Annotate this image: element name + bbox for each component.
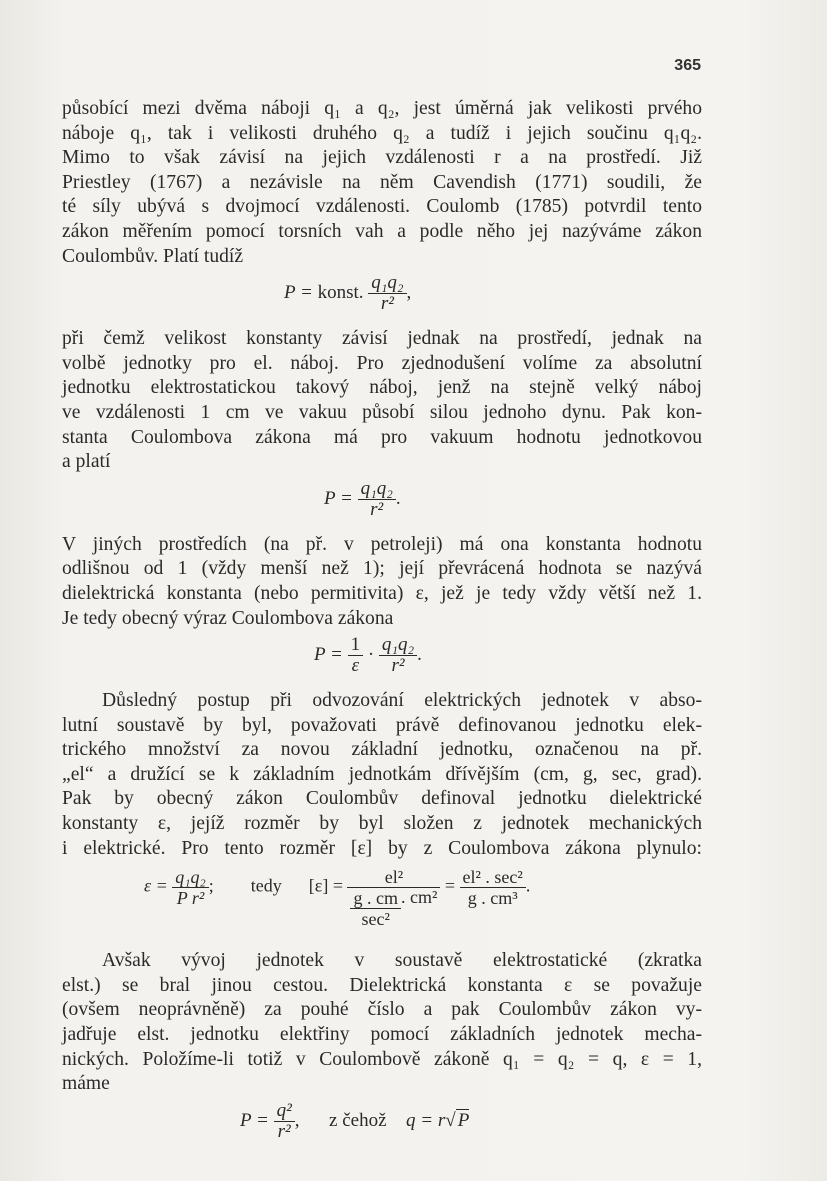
text-line: stanta Coulombova zákona má pro vakuum hodnotu jednotkovou bbox=[62, 426, 702, 448]
eq4-denominator-3: g . cm³ bbox=[467, 888, 518, 909]
eq5-z-cehoz: z čehož bbox=[329, 1109, 387, 1131]
eq4-inner-denominator: sec² bbox=[361, 909, 390, 930]
equation-2 bbox=[62, 479, 702, 529]
paragraph-1 bbox=[62, 97, 702, 269]
text-line: a platí bbox=[62, 451, 111, 473]
equation-3 bbox=[62, 635, 702, 685]
eq5-lhs: P = bbox=[240, 1109, 269, 1131]
text-line: ve vzdálenosti 1 cm ve vakuu působí silou jednoho dynu. Pak kon- bbox=[62, 401, 702, 423]
text-line: působící mezi dvěma náboji q₁ a q₂, jest úměrná jak velikosti prvého bbox=[62, 98, 702, 119]
eq3-numerator-2: q₁q₂ bbox=[379, 635, 417, 656]
equation-5 bbox=[62, 1101, 702, 1151]
text-line: odlišnou od 1 (vždy menší než 1); její převrácená hodnota se nazývá bbox=[62, 558, 702, 580]
eq3-numerator-1: 1 bbox=[348, 635, 364, 656]
eq5-numerator: q² bbox=[274, 1101, 295, 1122]
eq4-lhs: ε = bbox=[144, 875, 168, 896]
eq4-numerator-2: el² bbox=[347, 867, 440, 888]
text-line: té síly ubývá s dvojmocí vzdálenosti. Coulomb (1785) potvrdil tento bbox=[62, 196, 702, 218]
text-line: máme bbox=[62, 1073, 110, 1095]
eq4-bracket: [ε] = bbox=[308, 875, 343, 896]
text-line: náboje q₁, tak i velikosti druhého q₂ a tudíž i jejich součinu q₁q₂. bbox=[62, 122, 702, 144]
text-line: Priestley (1767) a nezávisle na něm Cavendish (1771) soudili, že bbox=[62, 171, 702, 193]
eq5-tail: , bbox=[294, 1109, 300, 1131]
text-line: dielektrická konstanta (nebo permitivita) ε, jež je tedy vždy větší než 1. bbox=[62, 582, 702, 604]
text-line: jednotku elektrostatickou takový náboj, jenž na stejně velký náboj bbox=[62, 377, 702, 399]
page-text bbox=[62, 97, 702, 1155]
eq1-numerator: q₁q₂ bbox=[368, 273, 406, 294]
paragraph-3 bbox=[62, 533, 702, 631]
equation-1 bbox=[62, 273, 702, 323]
eq2-tail: . bbox=[395, 487, 401, 509]
text-line: při čemž velikost konstanty závisí jednak na prostředí, jednak na bbox=[62, 328, 702, 350]
eq3-tail: . bbox=[417, 643, 422, 665]
eq1-denominator: r² bbox=[380, 293, 394, 315]
paragraph-2 bbox=[62, 327, 702, 475]
text-line: elst.) se bral jinou cestou. Dielektrická konstanta ε se považuje bbox=[62, 974, 702, 996]
paragraph-4 bbox=[62, 689, 702, 861]
eq4-denominator: P r² bbox=[176, 888, 205, 909]
eq5-sqrt-content: P bbox=[457, 1109, 470, 1131]
text-line: V jiných prostředích (na př. v petroleji) má ona konstanta hodnotu bbox=[62, 533, 702, 555]
text-line: zákon měřením pomocí torsních vah a podle něho jej nazýváme zákon bbox=[62, 220, 702, 242]
equation-4 bbox=[62, 865, 702, 945]
eq4-numerator-3: el² . sec² bbox=[460, 867, 526, 888]
eq4-numerator: q₁q₂ bbox=[172, 867, 209, 888]
text-line: (ovšem neoprávněně) za pouhé číslo a pak Coulombův zákon vy- bbox=[62, 999, 702, 1021]
eq3-denominator-1: ε bbox=[351, 655, 360, 677]
sqrt-icon: √ bbox=[445, 1109, 456, 1131]
page-number: 365 bbox=[674, 57, 701, 74]
eq4-inner-tail: . cm² bbox=[400, 887, 438, 908]
text-line: Pak by obecný zákon Coulombův definoval jednotku dielektrické bbox=[62, 788, 702, 810]
eq1-tail: , bbox=[406, 282, 412, 304]
eq4-tail: . bbox=[525, 875, 531, 896]
eq1-konst: konst. bbox=[317, 282, 364, 304]
eq2-numerator: q₁q₂ bbox=[358, 479, 396, 500]
eq4-inner-numerator: g . cm bbox=[350, 888, 401, 909]
eq1-lhs: P = bbox=[284, 282, 313, 304]
eq4-sep: ; bbox=[208, 875, 214, 896]
eq4-equals: = bbox=[444, 875, 456, 896]
eq5-rhs: q = r bbox=[406, 1109, 446, 1131]
eq3-dot: · bbox=[367, 643, 375, 665]
text-line: volbě jednotky pro el. náboj. Pro zjednodušení volíme za absolutní bbox=[62, 352, 702, 374]
text-line: trického množství za novou základní jednotku, označenou na př. bbox=[62, 739, 702, 761]
eq2-lhs: P = bbox=[324, 487, 353, 509]
eq2-denominator: r² bbox=[370, 498, 384, 520]
text-line: Avšak vývoj jednotek v soustavě elektrostatické (zkratka bbox=[102, 950, 702, 972]
eq3-denominator-2: r² bbox=[391, 655, 405, 677]
eq4-tedy: tedy bbox=[250, 875, 282, 896]
text-line: Důsledný postup při odvozování elektrických jednotek v abso- bbox=[102, 690, 702, 712]
text-line: konstanty ε, jejíž rozměr by byl složen z jednotek mechanických bbox=[62, 813, 702, 835]
eq5-denominator: r² bbox=[277, 1120, 291, 1142]
paragraph-5 bbox=[62, 949, 702, 1097]
text-line: i elektrické. Pro tento rozměr [ε] by z Coulombova zákona plynulo: bbox=[62, 837, 702, 859]
text-line: Mimo to však závisí na jejich vzdálenosti r a na prostředí. Již bbox=[62, 147, 702, 169]
text-line: jadřuje elst. jednotku elektřiny pomocí základních jednotek mecha- bbox=[62, 1024, 702, 1046]
text-line: Je tedy obecný výraz Coulombova zákona bbox=[62, 607, 394, 629]
text-line: lutní soustavě by byl, považovati právě definovanou jednotku elek- bbox=[62, 714, 702, 736]
eq3-lhs: P = bbox=[314, 643, 343, 665]
text-line: Coulombův. Platí tudíž bbox=[62, 245, 244, 267]
text-line: nických. Položíme-li totiž v Coulombově zákoně q₁ = q₂ = q, ε = 1, bbox=[62, 1048, 702, 1070]
text-line: „el“ a družící se k základním jednotkám dřívějším (cm, g, sec, grad). bbox=[62, 763, 702, 785]
